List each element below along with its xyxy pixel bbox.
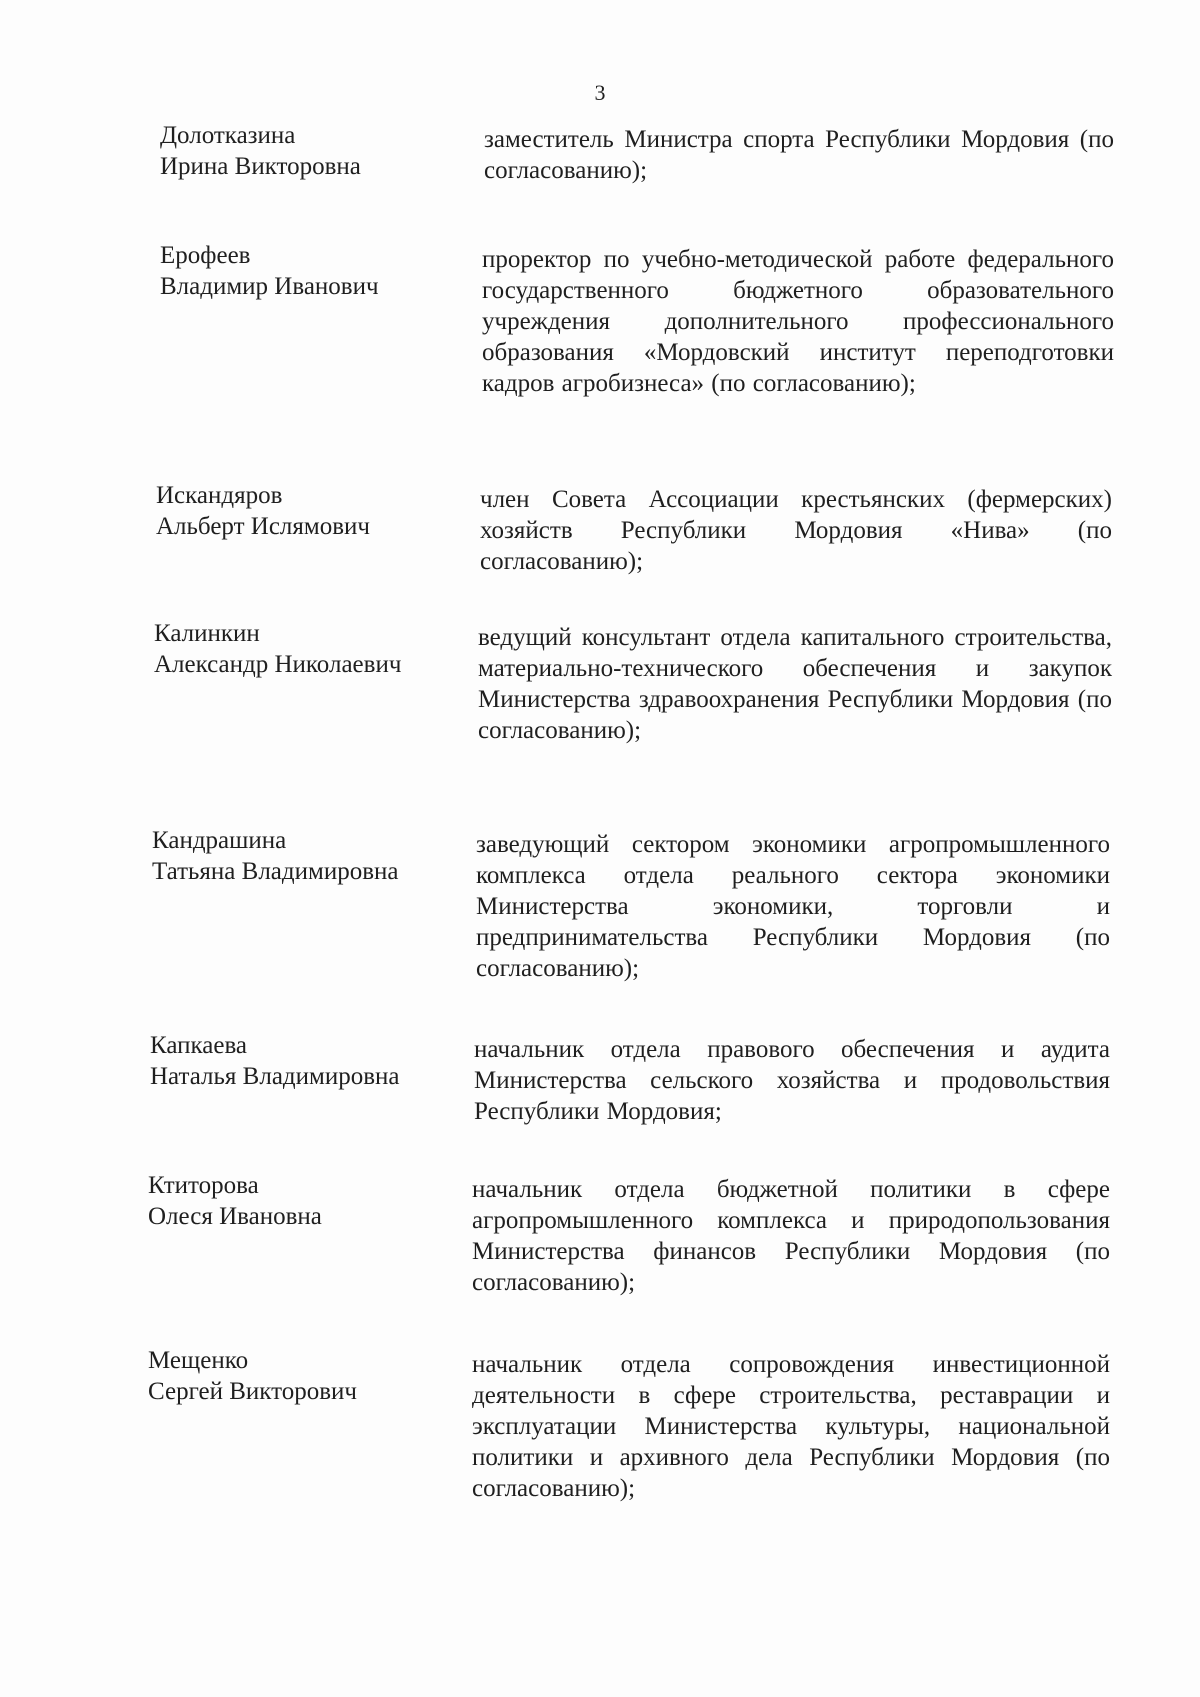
member-position: ведущий консультант отдела капитального строительства, материально-технического обеспечения и закупок Министерства здравоохранения Республики Мордовия (по согласованию); — [478, 624, 1112, 744]
member-position: начальник отдела сопровождения инвестиционной деятельности в сфере строительства, реставрации и эксплуатации Министерства культуры, национальной политики и архивного дела Республики Мордовия (по согласованию); — [472, 1351, 1110, 1502]
member-given-names: Ирина Викторовна — [160, 153, 361, 180]
member-name — [148, 1345, 438, 1407]
member-position: заведующий сектором экономики агропромышленного комплекса отдела реального сектора экономики Министерства экономики, торговли и предпринимательства Республики Мордовия (по согласованию); — [476, 831, 1110, 982]
member-given-names: Олеся Ивановна — [148, 1203, 322, 1230]
member-position: член Совета Ассоциации крестьянских (фермерских) хозяйств Республики Мордовия «Нива» (по согласованию); — [480, 486, 1112, 575]
member-given-names: Наталья Владимировна — [150, 1063, 400, 1090]
member-name — [156, 480, 446, 542]
member-surname: Мещенко — [148, 1347, 249, 1374]
member-position: заместитель Министра спорта Республики Мордовия (по согласованию); — [484, 126, 1114, 184]
member-surname: Искандяров — [156, 482, 283, 509]
member-surname: Кандрашина — [152, 827, 287, 854]
member-given-names: Альберт Ислямович — [156, 513, 370, 540]
member-name — [152, 825, 442, 887]
member-name — [148, 1170, 438, 1232]
member-position: начальник отдела бюджетной политики в сфере агропромышленного комплекса и природопользования Министерства финансов Республики Мордовия (по согласованию); — [472, 1176, 1110, 1296]
member-name — [160, 240, 450, 302]
member-given-names: Татьяна Владимировна — [152, 858, 399, 885]
member-given-names: Владимир Иванович — [160, 273, 379, 300]
member-surname: Калинкин — [154, 620, 260, 647]
member-given-names: Александр Николаевич — [154, 651, 402, 678]
page-number: 3 — [594, 80, 606, 105]
member-position: проректор по учебно-методической работе федерального государственного бюджетного образовательного учреждения дополнительного профессионального образования «Мордовский институт переподготовки кадров агробизнеса» (по согласованию); — [482, 246, 1114, 397]
member-surname: Ерофеев — [160, 242, 251, 269]
member-given-names: Сергей Викторович — [148, 1378, 357, 1405]
member-name — [154, 618, 444, 680]
member-position: начальник отдела правового обеспечения и аудита Министерства сельского хозяйства и продовольствия Республики Мордовия; — [474, 1036, 1110, 1125]
member-name — [150, 1030, 440, 1092]
member-surname: Ктиторова — [148, 1172, 259, 1199]
member-surname: Долотказина — [160, 122, 296, 149]
member-name — [160, 120, 450, 182]
member-surname: Капкаева — [150, 1032, 248, 1059]
